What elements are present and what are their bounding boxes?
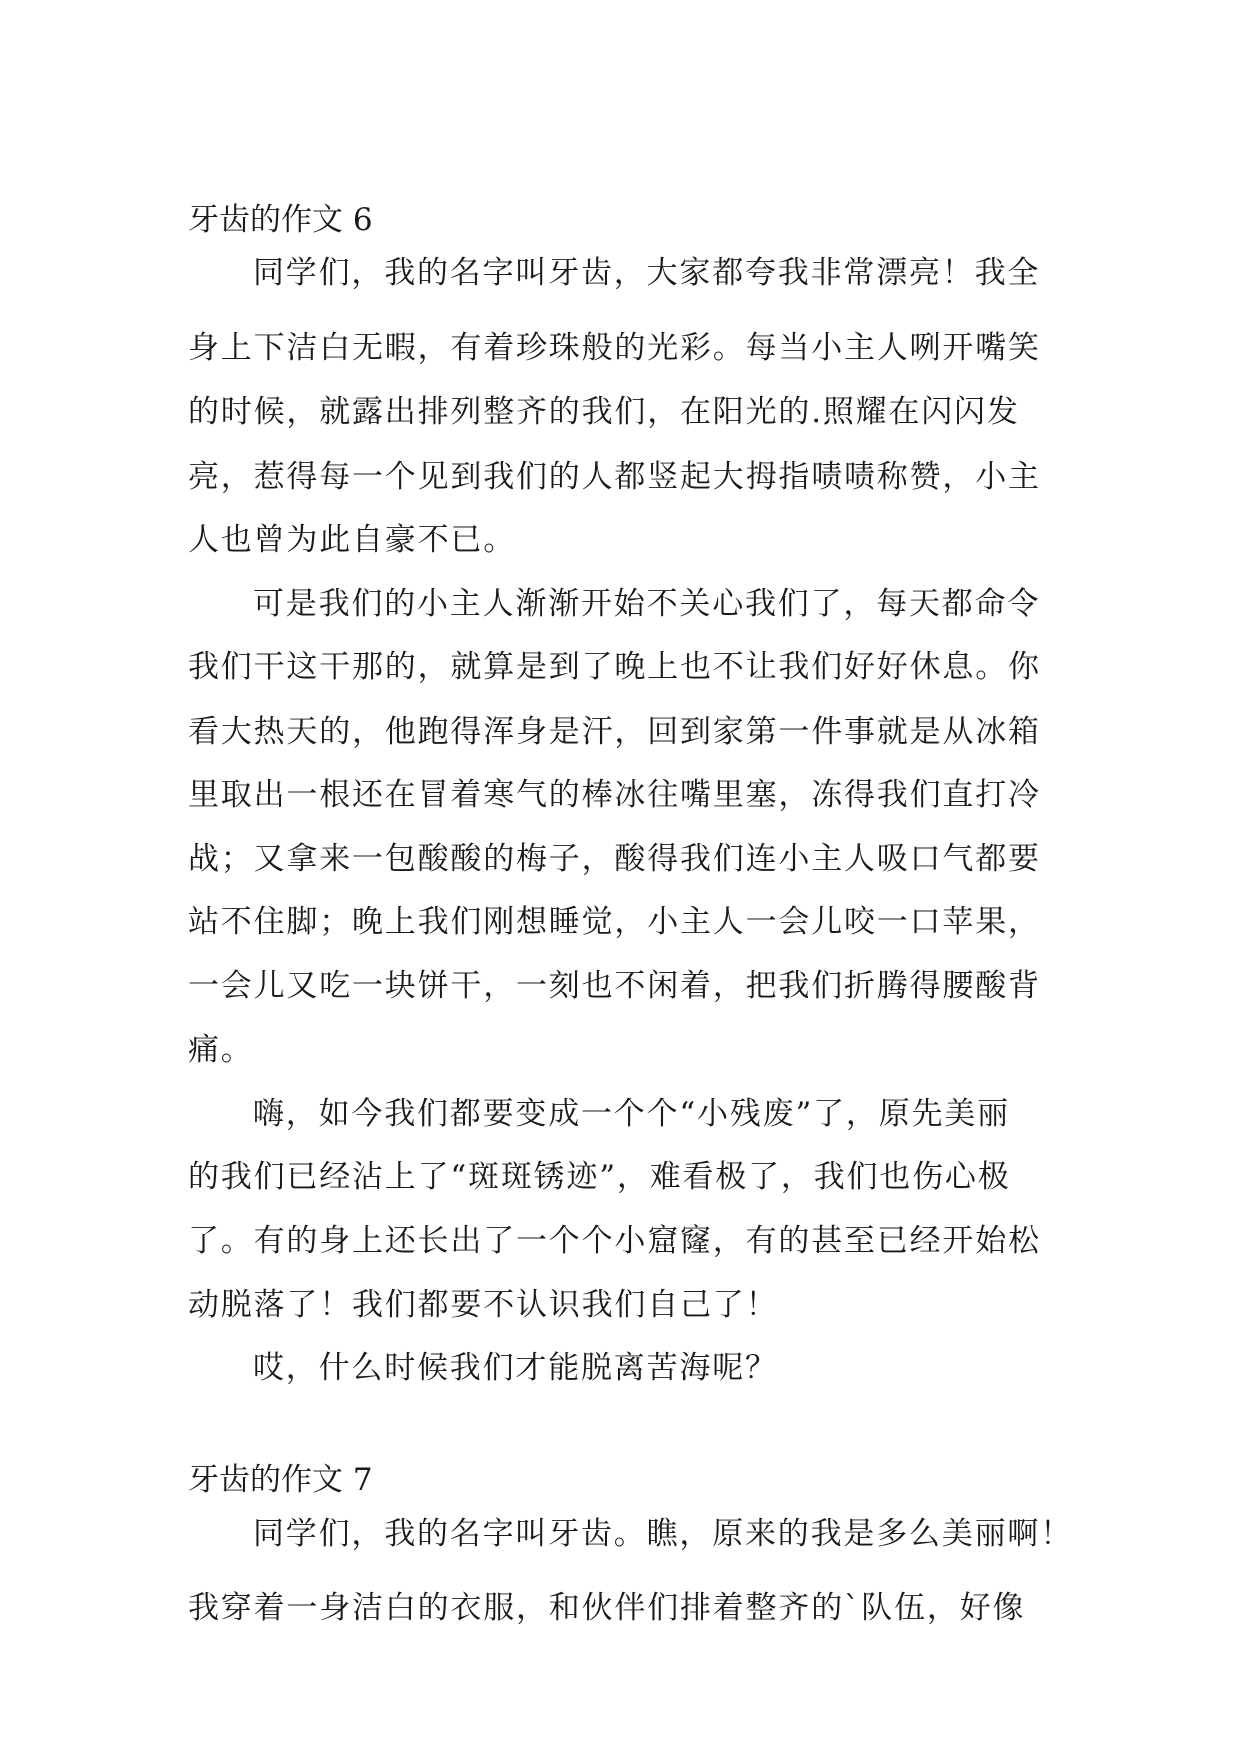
essay6-line: 的我们已经沾上了“斑斑锈迹”，难看极了，我们也伤心极	[188, 1159, 1011, 1195]
essay6-line: 亮，惹得每一个见到我们的人都竖起大拇指啧啧称赞，小主	[188, 459, 1041, 495]
essay6-line: 同学们，我的名字叫牙齿，大家都夸我非常漂亮！我全	[253, 255, 1041, 291]
essay6-line: 人也曾为此自豪不已。	[188, 522, 516, 558]
essay6-line: 的时候，就露出排列整齐的我们，在阳光的.照耀在闪闪发	[188, 394, 1020, 430]
essay6-line: 痛。	[188, 1032, 254, 1068]
essay6-line: 里取出一根还在冒着寒气的棒冰往嘴里塞，冻得我们直打冷	[188, 777, 1041, 813]
essay7-line: 我穿着一身洁白的衣服，和伙伴们排着整齐的`队伍，好像	[188, 1590, 1026, 1626]
essay6-line: 我们干这干那的，就算是到了晚上也不让我们好好休息。你	[188, 649, 1041, 685]
essay6-line: 一会儿又吃一块饼干，一刻也不闲着，把我们折腾得腰酸背	[188, 968, 1041, 1004]
essay7-title: 牙齿的作文 7	[188, 1462, 373, 1498]
essay6-line: 身上下洁白无暇，有着珍珠般的光彩。每当小主人咧开嘴笑	[188, 330, 1041, 366]
essay6-title: 牙齿的作文 6	[188, 202, 373, 238]
essay6-line: 了。有的身上还长出了一个个小窟窿，有的甚至已经开始松	[188, 1223, 1041, 1259]
essay6-line: 嗨，如今我们都要变成一个个“小残废”了，原先美丽	[253, 1096, 1010, 1132]
essay6-line: 看大热天的，他跑得浑身是汗，回到家第一件事就是从冰箱	[188, 714, 1041, 750]
essay6-line: 动脱落了！我们都要不认识我们自己了！	[188, 1287, 779, 1323]
essay6-line: 战；又拿来一包酸酸的梅子，酸得我们连小主人吸口气都要	[188, 841, 1041, 877]
essay6-line: 哎，什么时候我们才能脱离苦海呢？	[253, 1350, 778, 1386]
essay7-line: 同学们，我的名字叫牙齿。瞧，原来的我是多么美丽啊！	[253, 1516, 1073, 1552]
essay6-line: 站不住脚；晚上我们刚想睡觉，小主人一会儿咬一口苹果，	[188, 904, 1041, 940]
essay6-line: 可是我们的小主人渐渐开始不关心我们了，每天都命令	[253, 586, 1041, 622]
